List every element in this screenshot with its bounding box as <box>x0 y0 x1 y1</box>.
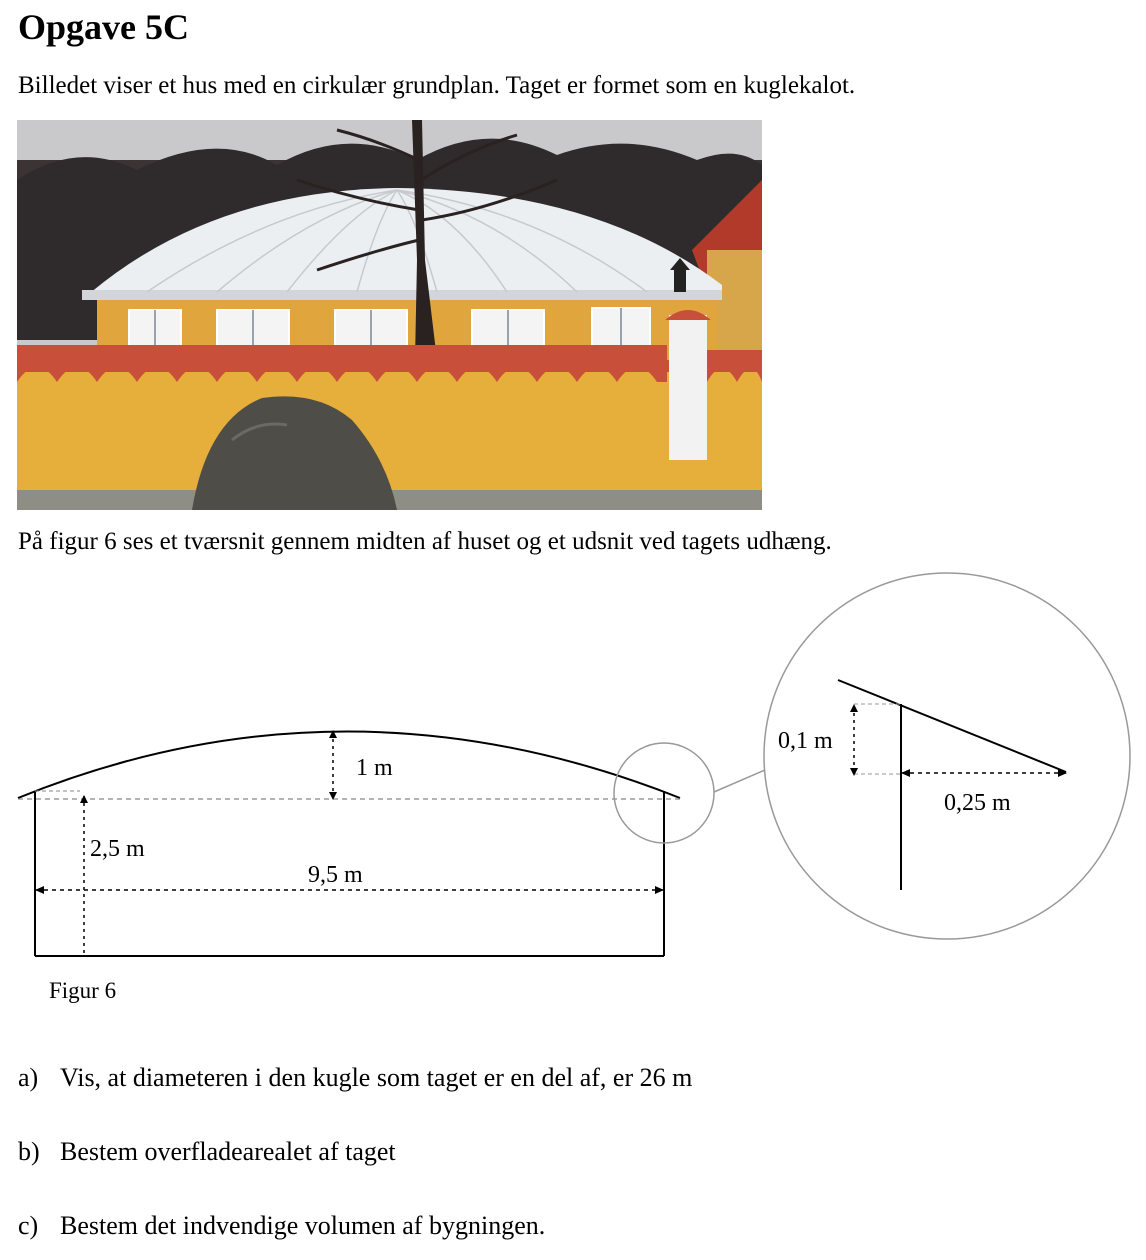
question-letter: c) <box>18 1211 39 1240</box>
overhang-drop-label: 0,1 m <box>778 728 833 754</box>
intro-text: Billedet viser et hus med en cirkulær grundplan. Taget er formet som en kuglekalot. <box>18 72 856 99</box>
overhang-length-label: 0,25 m <box>944 790 1011 816</box>
wall-height-label: 2,5 m <box>90 836 145 862</box>
detail-circle <box>764 573 1130 939</box>
question-c <box>18 1211 545 1241</box>
figure-caption: Figur 6 <box>49 978 117 1003</box>
question-letter: a) <box>18 1063 39 1092</box>
question-a <box>18 1063 692 1093</box>
question-text: Bestem overfladearealet af taget <box>60 1137 396 1166</box>
width-label: 9,5 m <box>308 862 363 888</box>
page-title: Opgave 5C <box>18 7 189 47</box>
roof-arc <box>18 732 680 799</box>
figure-intro-text: På figur 6 ses et tværsnit gennem midten af huset og et udsnit ved tagets udhæng. <box>18 528 832 555</box>
cross-section-figure <box>0 570 1146 1020</box>
question-text: Bestem det indvendige volumen af bygningen. <box>60 1211 546 1240</box>
question-text: Vis, at diameteren i den kugle som taget er en del af, er 26 m <box>60 1063 693 1092</box>
question-letter: b) <box>18 1137 40 1166</box>
question-b <box>18 1137 396 1167</box>
detail-connector <box>714 770 765 792</box>
detail-roof-line <box>838 680 1066 772</box>
dome-house-photo <box>17 120 762 510</box>
roof-height-label: 1 m <box>356 755 393 781</box>
